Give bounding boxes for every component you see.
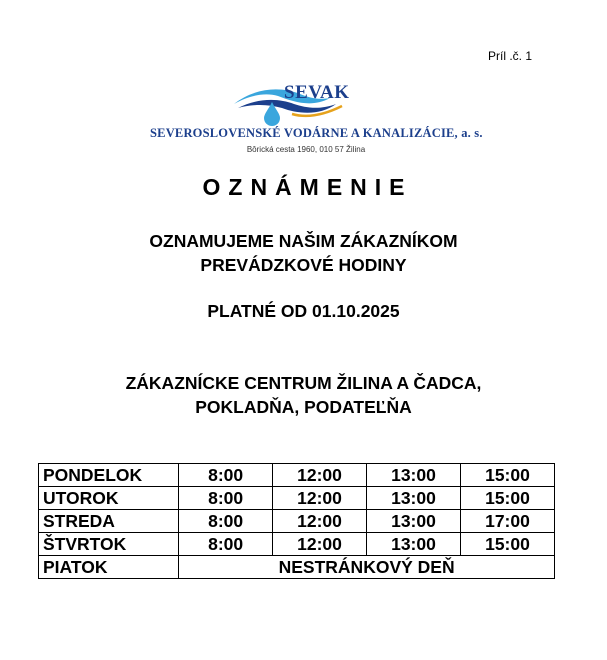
day-cell: PONDELOK xyxy=(39,464,179,487)
time-cell: 13:00 xyxy=(366,487,460,510)
time-cell: 15:00 xyxy=(460,533,554,556)
time-cell: 12:00 xyxy=(273,487,367,510)
time-cell: 8:00 xyxy=(179,464,273,487)
intro-text xyxy=(0,229,607,277)
table-row xyxy=(39,464,555,487)
announcement-heading: OZNÁMENIE xyxy=(202,174,413,200)
opening-hours-table xyxy=(38,463,555,579)
time-cell: 12:00 xyxy=(273,533,367,556)
time-cell: 15:00 xyxy=(460,464,554,487)
table-row xyxy=(39,510,555,533)
intro-line: OZNAMUJEME NAŠIM ZÁKAZNÍKOM xyxy=(149,231,458,251)
day-cell: UTOROK xyxy=(39,487,179,510)
logo-company-name: SEVEROSLOVENSKÉ VODÁRNE A KANALIZÁCIE, a. s. xyxy=(150,126,483,140)
customer-center-text xyxy=(0,371,607,419)
time-cell: 15:00 xyxy=(460,487,554,510)
valid-from-line: PLATNÉ OD 01.10.2025 xyxy=(207,301,400,321)
day-cell: PIATOK xyxy=(39,556,179,579)
time-cell: 17:00 xyxy=(460,510,554,533)
time-cell: 8:00 xyxy=(179,487,273,510)
table-row xyxy=(39,533,555,556)
table-row xyxy=(39,556,555,579)
closed-day-note: NESTRÁNKOVÝ DEŇ xyxy=(179,556,555,579)
company-logo xyxy=(150,78,483,163)
logo-brand-name: SEVAK xyxy=(284,82,350,103)
intro-line: PREVÁDZKOVÉ HODINY xyxy=(200,255,407,275)
day-cell: STREDA xyxy=(39,510,179,533)
time-cell: 13:00 xyxy=(366,533,460,556)
day-cell: ŠTVRTOK xyxy=(39,533,179,556)
time-cell: 12:00 xyxy=(273,510,367,533)
time-cell: 8:00 xyxy=(179,510,273,533)
logo-address: Bôrická cesta 1960, 010 57 Žilina xyxy=(246,145,366,154)
table-row xyxy=(39,487,555,510)
time-cell: 13:00 xyxy=(366,464,460,487)
time-cell: 12:00 xyxy=(273,464,367,487)
valid-from-text xyxy=(0,299,607,323)
time-cell: 8:00 xyxy=(179,533,273,556)
customer-center-line: POKLADŇA, PODATEĽŇA xyxy=(195,397,412,417)
attachment-label: Príl .č. 1 xyxy=(487,49,532,63)
customer-center-line: ZÁKAZNÍCKE CENTRUM ŽILINA A ČADCA, xyxy=(125,373,482,393)
time-cell: 13:00 xyxy=(366,510,460,533)
